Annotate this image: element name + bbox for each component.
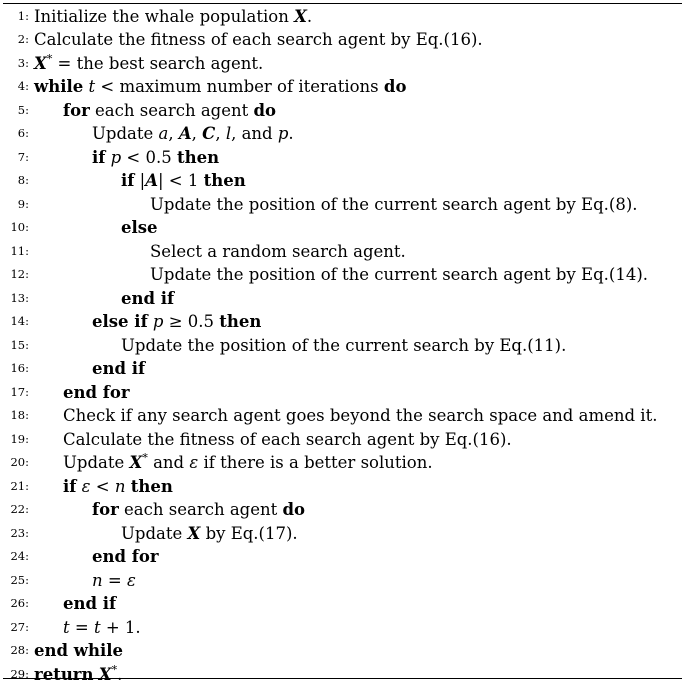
math-vector: X <box>294 7 307 26</box>
math-vector: A <box>179 124 192 143</box>
line-number: 29: <box>3 663 29 686</box>
line-content <box>92 146 219 170</box>
text-segment: * <box>47 52 53 65</box>
math-vector: A <box>145 171 158 190</box>
text-segment: + 1. <box>101 618 141 637</box>
line-content <box>63 428 512 452</box>
text-segment: if there is a better solution. <box>198 453 432 472</box>
line-content <box>92 545 159 569</box>
line-number: 21: <box>3 475 29 499</box>
line-number: 4: <box>3 75 29 99</box>
text-segment: each search agent <box>90 101 254 120</box>
line-content <box>92 310 261 334</box>
keyword: end while <box>34 641 123 660</box>
math-variable: n <box>92 571 103 590</box>
line-content <box>34 5 312 29</box>
line-number: 16: <box>3 357 29 381</box>
line-content <box>63 381 130 405</box>
math-vector: X <box>34 54 47 73</box>
line-number: 19: <box>3 428 29 452</box>
keyword: end if <box>121 289 174 308</box>
text-segment: Update the position of the current search agent by Eq.(8). <box>150 195 638 214</box>
line-content <box>121 334 566 358</box>
keyword: end for <box>92 547 159 566</box>
line-content <box>63 475 173 499</box>
line-content <box>34 75 406 99</box>
line-number: 3: <box>3 52 29 76</box>
math-vector: C <box>202 124 215 143</box>
text-segment: Check if any search agent goes beyond the search space and amend it. <box>63 406 657 425</box>
text-segment: each search agent <box>119 500 283 519</box>
line-content <box>34 28 483 52</box>
line-number: 2: <box>3 28 29 52</box>
math-variable: n <box>115 477 126 496</box>
text-segment: Update <box>121 524 188 543</box>
text-segment: Update the position of the current search agent by Eq.(14). <box>150 265 648 284</box>
math-variable: t <box>88 77 95 96</box>
text-segment: * <box>142 452 148 465</box>
keyword: do <box>384 77 407 96</box>
line-number: 12: <box>3 263 29 287</box>
text-segment: Update the position of the current search by Eq.(11). <box>121 336 566 355</box>
text-segment: , and <box>231 124 278 143</box>
keyword: else if <box>92 312 148 331</box>
text-segment: * <box>112 663 118 676</box>
line-content <box>63 404 657 428</box>
keyword: then <box>204 171 246 190</box>
keyword: if <box>63 477 76 496</box>
keyword: for <box>92 500 119 519</box>
text-segment: < maximum number of iterations <box>95 77 384 96</box>
text-segment: , <box>215 124 226 143</box>
text-segment: Calculate the fitness of each search agent by Eq.(16). <box>34 30 483 49</box>
line-number: 7: <box>3 146 29 170</box>
line-content <box>121 287 174 311</box>
text-segment: , <box>192 124 203 143</box>
line-content <box>121 216 158 240</box>
line-number: 26: <box>3 592 29 616</box>
math-vector: X <box>130 453 143 472</box>
text-segment: . <box>117 665 122 684</box>
keyword: while <box>34 77 83 96</box>
text-segment: . <box>288 124 293 143</box>
math-variable: p <box>111 148 122 167</box>
text-segment: Update <box>92 124 159 143</box>
line-content <box>34 663 122 686</box>
keyword: else <box>121 218 158 237</box>
math-variable: a <box>159 124 169 143</box>
text-segment: ≥ 0.5 <box>163 312 219 331</box>
math-vector: X <box>188 524 201 543</box>
line-content <box>121 169 246 193</box>
line-content <box>92 498 305 522</box>
line-content <box>63 99 276 123</box>
line-number: 11: <box>3 240 29 264</box>
algorithm-box <box>3 3 682 679</box>
text-segment: < <box>90 477 114 496</box>
line-number: 17: <box>3 381 29 405</box>
line-content <box>34 52 263 76</box>
keyword: do <box>283 500 306 519</box>
line-content <box>92 569 136 593</box>
line-number: 23: <box>3 522 29 546</box>
keyword: end if <box>63 594 116 613</box>
line-number: 27: <box>3 616 29 640</box>
keyword: if <box>92 148 105 167</box>
math-vector: X <box>99 665 112 684</box>
text-segment: Initialize the whale population <box>34 7 294 26</box>
text-segment: = <box>70 618 94 637</box>
line-content <box>92 122 294 146</box>
line-number: 25: <box>3 569 29 593</box>
line-content <box>63 451 433 475</box>
text-segment: . <box>307 7 312 26</box>
line-content <box>150 240 406 264</box>
line-number: 8: <box>3 169 29 193</box>
line-number: 5: <box>3 99 29 123</box>
line-content <box>92 357 145 381</box>
line-number: 14: <box>3 310 29 334</box>
keyword: end for <box>63 383 130 402</box>
math-variable: t <box>94 618 101 637</box>
text-segment: < 0.5 <box>121 148 177 167</box>
line-number: 20: <box>3 451 29 475</box>
line-number: 24: <box>3 545 29 569</box>
math-variable: l <box>226 124 231 143</box>
line-number: 9: <box>3 193 29 217</box>
line-content <box>63 592 116 616</box>
text-segment: = the best search agent. <box>52 54 263 73</box>
bottom-rule <box>3 678 682 679</box>
text-segment: by Eq.(17). <box>200 524 297 543</box>
line-content <box>150 193 638 217</box>
keyword: return <box>34 665 94 684</box>
keyword: then <box>131 477 173 496</box>
line-content <box>34 639 123 663</box>
line-number: 22: <box>3 498 29 522</box>
line-content <box>63 616 141 640</box>
keyword: if <box>121 171 134 190</box>
line-number: 6: <box>3 122 29 146</box>
math-variable: p <box>278 124 289 143</box>
line-number: 28: <box>3 639 29 663</box>
line-number: 18: <box>3 404 29 428</box>
keyword: then <box>219 312 261 331</box>
text-segment: | < 1 <box>158 171 204 190</box>
math-variable: ε <box>127 571 136 590</box>
text-segment: Calculate the fitness of each search agent by Eq.(16). <box>63 430 512 449</box>
line-number: 10: <box>3 216 29 240</box>
line-content <box>121 522 298 546</box>
keyword: do <box>254 101 277 120</box>
math-variable: p <box>153 312 164 331</box>
keyword: for <box>63 101 90 120</box>
text-segment: and <box>148 453 190 472</box>
text-segment: , <box>168 124 179 143</box>
text-segment: Select a random search agent. <box>150 242 406 261</box>
line-number: 15: <box>3 334 29 358</box>
line-number: 1: <box>3 5 29 29</box>
keyword: end if <box>92 359 145 378</box>
text-segment: Update <box>63 453 130 472</box>
math-variable: ε <box>189 453 198 472</box>
math-variable: t <box>63 618 70 637</box>
math-variable: ε <box>82 477 91 496</box>
text-segment: = <box>103 571 127 590</box>
line-content <box>150 263 648 287</box>
keyword: then <box>177 148 219 167</box>
line-number: 13: <box>3 287 29 311</box>
text-segment: | <box>134 171 145 190</box>
